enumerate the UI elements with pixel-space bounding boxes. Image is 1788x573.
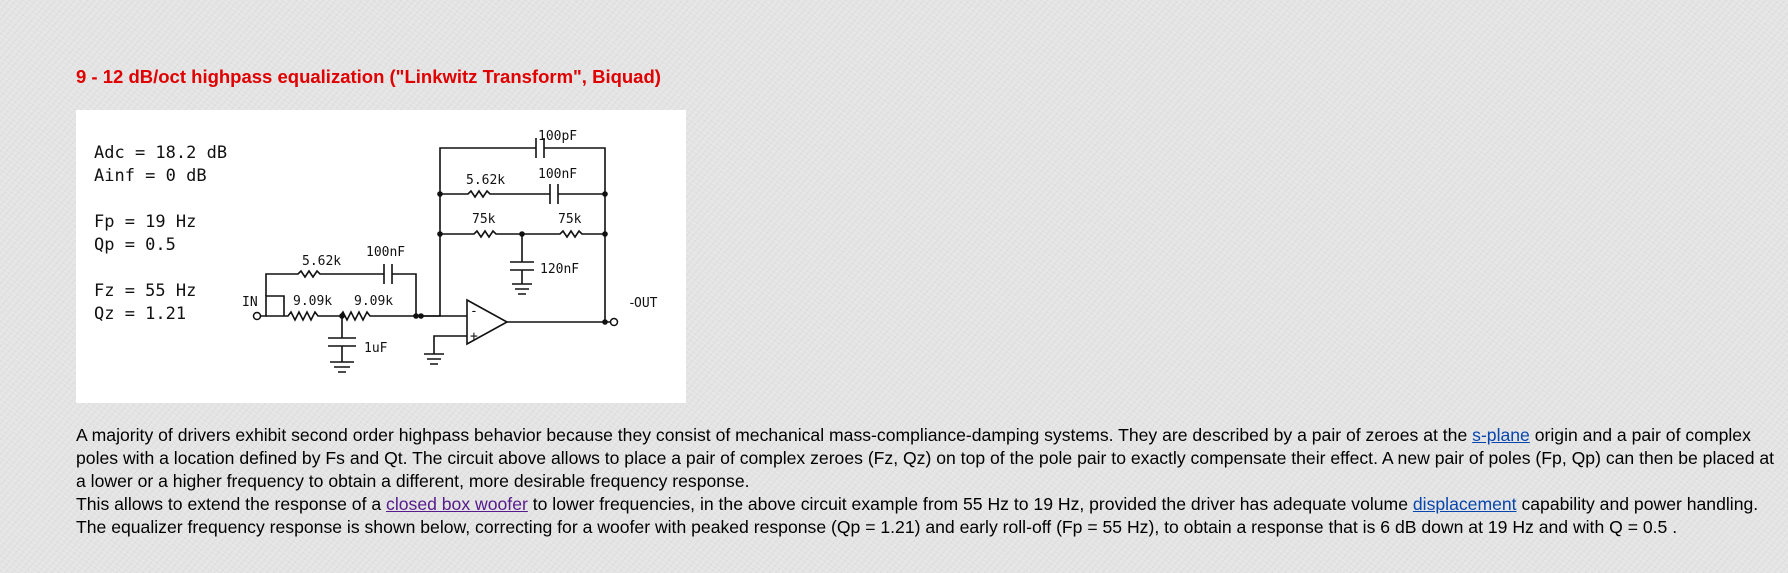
opamp-plus-ground: [424, 336, 467, 364]
bypass-resistor: [266, 271, 384, 296]
circuit-schematic: [76, 110, 686, 403]
label-r-tee-left: 75k: [472, 212, 496, 227]
paragraph-2: This allows to extend the response of a closed box woofer to lower frequencies, in the above circuit example from 55 Hz to 19 Hz, provided the driver has adequate volume displacement capability and power handling. The equalizer frequency response is shown below, correcting for a woofer with peaked response (Qp = 1.21) and early roll-off (Fp = 55 Hz), to obtain a response that is 6 dB down at 19 Hz and with Q = 0.5 .: [76, 494, 1759, 537]
label-c-bypass: 100nF: [366, 245, 406, 260]
in-wire: [260, 296, 284, 316]
link-closed-box-woofer[interactable]: closed box woofer: [386, 494, 528, 514]
param-fz: Fz = 55 Hz: [94, 281, 197, 301]
param-ainf: Ainf = 0 dB: [94, 166, 207, 186]
tee-capacitor: [510, 234, 534, 294]
label-out: OUT: [634, 296, 658, 311]
schematic-drawing: [76, 110, 686, 403]
param-fp: Fp = 19 Hz: [94, 212, 197, 232]
label-r-bypass: 5.62k: [302, 254, 342, 269]
link-displacement[interactable]: displacement: [1412, 494, 1517, 514]
link-s-plane[interactable]: s-plane: [1472, 425, 1530, 445]
feedback-mid-capacitor: [550, 184, 558, 204]
label-c-tee: 120nF: [540, 262, 580, 277]
label-c-ground: 1uF: [364, 341, 388, 356]
label-c-feedback-mid: 100nF: [538, 167, 578, 182]
param-qz: Qz = 1.21: [94, 304, 187, 324]
opamp-minus: -: [470, 304, 478, 319]
label-in: IN: [242, 295, 258, 310]
in-terminal: [254, 313, 261, 320]
label-r-tee-right: 75k: [558, 212, 582, 227]
label-r-feedback-mid: 5.62k: [466, 173, 506, 188]
label-r-input-2: 9.09k: [354, 294, 394, 309]
label-r-input-1: 9.09k: [293, 294, 333, 309]
out-terminal: [611, 319, 618, 326]
body-text: [76, 424, 1786, 539]
bypass-capacitor: [384, 264, 392, 284]
ground-capacitor: [328, 316, 356, 372]
bypass-return: [392, 274, 416, 316]
paragraph-1: A majority of drivers exhibit second order highpass behavior because they consist of mechanical mass-compliance-damping systems. They are described by a pair of zeroes at the s-plane origin and a pair of complex poles with a location defined by Fs and Qt. The circuit above allows to place a pair of complex zeroes (Fz, Qz) on top of the pole pair to exactly compensate their effect. A new pair of poles (Fp, Qp) can then be placed at a lower or a higher frequency to obtain a different, more desirable frequency response.: [76, 425, 1775, 491]
opamp-plus: +: [470, 329, 478, 344]
label-c-feedback-top: 100pF: [538, 129, 578, 144]
param-qp: Qp = 0.5: [94, 235, 176, 255]
section-title: 9 - 12 dB/oct highpass equalization ("Linkwitz Transform", Biquad): [76, 66, 661, 87]
label-out-dash: -: [628, 296, 636, 311]
feedback-mid-resistor: [440, 191, 550, 197]
param-adc: Adc = 18.2 dB: [94, 143, 228, 163]
